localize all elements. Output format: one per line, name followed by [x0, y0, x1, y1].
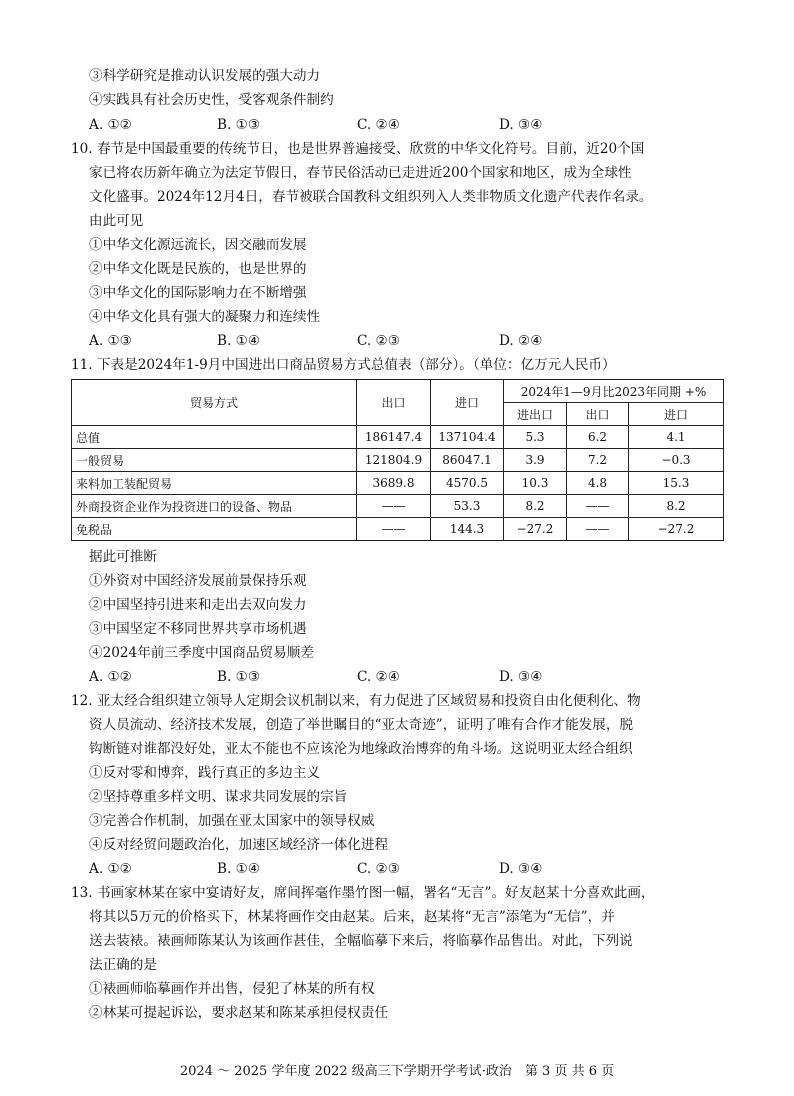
header-trade-mode: 贸易方式 [72, 380, 357, 426]
cell-export-change: 6.2 [567, 426, 629, 449]
q10-statement-4: ④中华文化具有强大的凝聚力和连续性 [89, 309, 321, 325]
header-import: 进口 [431, 380, 504, 426]
q10-stem-line-3: 文化盛事。2024年12月4日，春节被联合国教科文组织列入人类非物质文化遗产代表作名录。 [89, 189, 653, 205]
cell-export-change: 7.2 [567, 449, 629, 472]
q12-statement-4: ④反对经贸问题政治化，加速区域经济一体化进程 [89, 837, 389, 853]
q12-statement-3: ③完善合作机制，加强在亚太国家中的领导权威 [89, 813, 375, 829]
row-label: 外商投资企业作为投资进口的设备、物品 [72, 495, 357, 518]
q9-option-c: C. ②④ [357, 117, 400, 133]
q12-option-c: C. ②③ [357, 861, 400, 877]
q10-option-b: B. ①④ [217, 333, 261, 349]
cell-import-change: −0.3 [629, 449, 724, 472]
cell-import-change: 4.1 [629, 426, 724, 449]
cell-import: 4570.5 [431, 472, 504, 495]
q11-statement-2: ②中国坚持引进来和走出去双向发力 [89, 597, 307, 613]
page-footer: 2024 ～ 2025 学年度 2022 级高三下学期开学考试·政治 第 3 页 共 6 页 [179, 1064, 615, 1079]
cell-export: —— [357, 495, 431, 518]
header-yoy-change: 2024年1—9月比2023年同期 +% [504, 380, 724, 403]
cell-total-change: −27.2 [504, 518, 567, 541]
q13-stem-line-4: 法正确的是 [89, 957, 157, 973]
q12-stem-line-1: 12. 亚太经合组织建立领导人定期会议机制以来，有力促进了区域贸易和投资自由化便利化、物 [71, 693, 641, 709]
q13-stem-line-3: 送去装裱。裱画师陈某认为该画作甚佳，全幅临摹下来后，将临摹作品售出。对此，下列说 [89, 933, 633, 949]
cell-import-change: −27.2 [629, 518, 724, 541]
q13-stem-line-2: 将其以5万元的价格买下，林某将画作交由赵某。后来，赵某将“无言”添笔为“无信”，并 [89, 909, 615, 925]
table-row [72, 472, 724, 495]
row-label: 一般贸易 [72, 449, 357, 472]
q11-option-c: C. ②④ [357, 669, 400, 685]
q12-option-d: D. ③④ [499, 861, 543, 877]
cell-total-change: 3.9 [504, 449, 567, 472]
q10-stem-line-1: 10. 春节是中国最重要的传统节日，也是世界普遍接受、欣赏的中华文化符号。目前，近20个国 [71, 141, 645, 157]
q9-statement-3: ③科学研究是推动认识发展的强大动力 [89, 68, 321, 84]
q10-statement-1: ①中华文化源远流长，因交融而发展 [89, 237, 307, 253]
cell-import: 137104.4 [431, 426, 504, 449]
cell-export-change: —— [567, 518, 629, 541]
q9-statement-4: ④实践具有社会历史性，受客观条件制约 [89, 92, 334, 108]
q10-options [89, 332, 729, 350]
q10-option-d: D. ②④ [499, 333, 543, 349]
table-row [72, 518, 724, 541]
q12-stem-line-2: 资人员流动、经济技术发展，创造了举世瞩目的“亚太奇迹”，证明了唯有合作才能发展，脱 [89, 717, 634, 733]
cell-total-change: 10.3 [504, 472, 567, 495]
cell-import: 144.3 [431, 518, 504, 541]
q9-option-a: A. ①② [89, 117, 132, 133]
q13-stem-line-1: 13. 书画家林某在家中宴请好友，席间挥毫作墨竹图一幅，署名“无言”。好友赵某十分喜欢此画， [71, 885, 655, 901]
trade-table [71, 379, 724, 541]
q11-stem: 11. 下表是2024年1-9月中国进出口商品贸易方式总值表（部分）。（单位：亿万元人民币） [71, 357, 616, 373]
q13-statement-1: ①裱画师临摹画作并出售，侵犯了林某的所有权 [89, 981, 375, 997]
q12-options [89, 860, 729, 878]
subheader-export: 出口 [567, 403, 629, 426]
table-row [72, 495, 724, 518]
row-label: 总值 [72, 426, 357, 449]
q11-statement-3: ③中国坚定不移同世界共享市场机遇 [89, 621, 307, 637]
q11-option-a: A. ①② [89, 669, 132, 685]
cell-import: 53.3 [431, 495, 504, 518]
subheader-total: 进出口 [504, 403, 567, 426]
header-export: 出口 [357, 380, 431, 426]
q11-option-b: B. ①③ [217, 669, 261, 685]
q11-options [89, 668, 729, 686]
cell-total-change: 5.3 [504, 426, 567, 449]
q9-options [89, 116, 729, 134]
cell-import-change: 15.3 [629, 472, 724, 495]
row-label: 免税品 [72, 518, 357, 541]
cell-export-change: —— [567, 495, 629, 518]
q12-statement-2: ②坚持尊重多样文明、谋求共同发展的宗旨 [89, 789, 348, 805]
row-label: 来料加工装配贸易 [72, 472, 357, 495]
q11-option-d: D. ③④ [499, 669, 543, 685]
q12-option-b: B. ①④ [217, 861, 261, 877]
q9-option-d: D. ③④ [499, 117, 543, 133]
cell-export-change: 4.8 [567, 472, 629, 495]
q10-statement-3: ③中华文化的国际影响力在不断增强 [89, 285, 307, 301]
q9-option-b: B. ①③ [217, 117, 261, 133]
table-header-row [72, 380, 724, 403]
q11-statement-1: ①外资对中国经济发展前景保持乐观 [89, 573, 307, 589]
q13-statement-2: ②林某可提起诉讼，要求赵某和陈某承担侵权责任 [89, 1005, 389, 1021]
q12-option-a: A. ①② [89, 861, 132, 877]
q11-statement-4: ④2024年前三季度中国商品贸易顺差 [89, 645, 314, 661]
q10-stem-line-2: 家已将农历新年确立为法定节假日，春节民俗活动已走进近200个国家和地区，成为全球性 [89, 165, 632, 181]
cell-import: 86047.1 [431, 449, 504, 472]
cell-export: —— [357, 518, 431, 541]
cell-export: 3689.8 [357, 472, 431, 495]
q12-statement-1: ①反对零和博弈，践行真正的多边主义 [89, 765, 321, 781]
q10-stem-line-4: 由此可见 [89, 213, 144, 229]
table-row [72, 426, 724, 449]
q10-option-c: C. ②③ [357, 333, 400, 349]
subheader-import: 进口 [629, 403, 724, 426]
q10-option-a: A. ①③ [89, 333, 132, 349]
cell-total-change: 8.2 [504, 495, 567, 518]
cell-import-change: 8.2 [629, 495, 724, 518]
cell-export: 121804.9 [357, 449, 431, 472]
q10-statement-2: ②中华文化既是民族的，也是世界的 [89, 261, 307, 277]
q12-stem-line-3: 钩断链对谁都没好处，亚太不能也不应该沦为地缘政治博弈的角斗场。这说明亚太经合组织 [89, 741, 633, 757]
table-row [72, 449, 724, 472]
q11-lead: 据此可推断 [89, 549, 157, 565]
cell-export: 186147.4 [357, 426, 431, 449]
